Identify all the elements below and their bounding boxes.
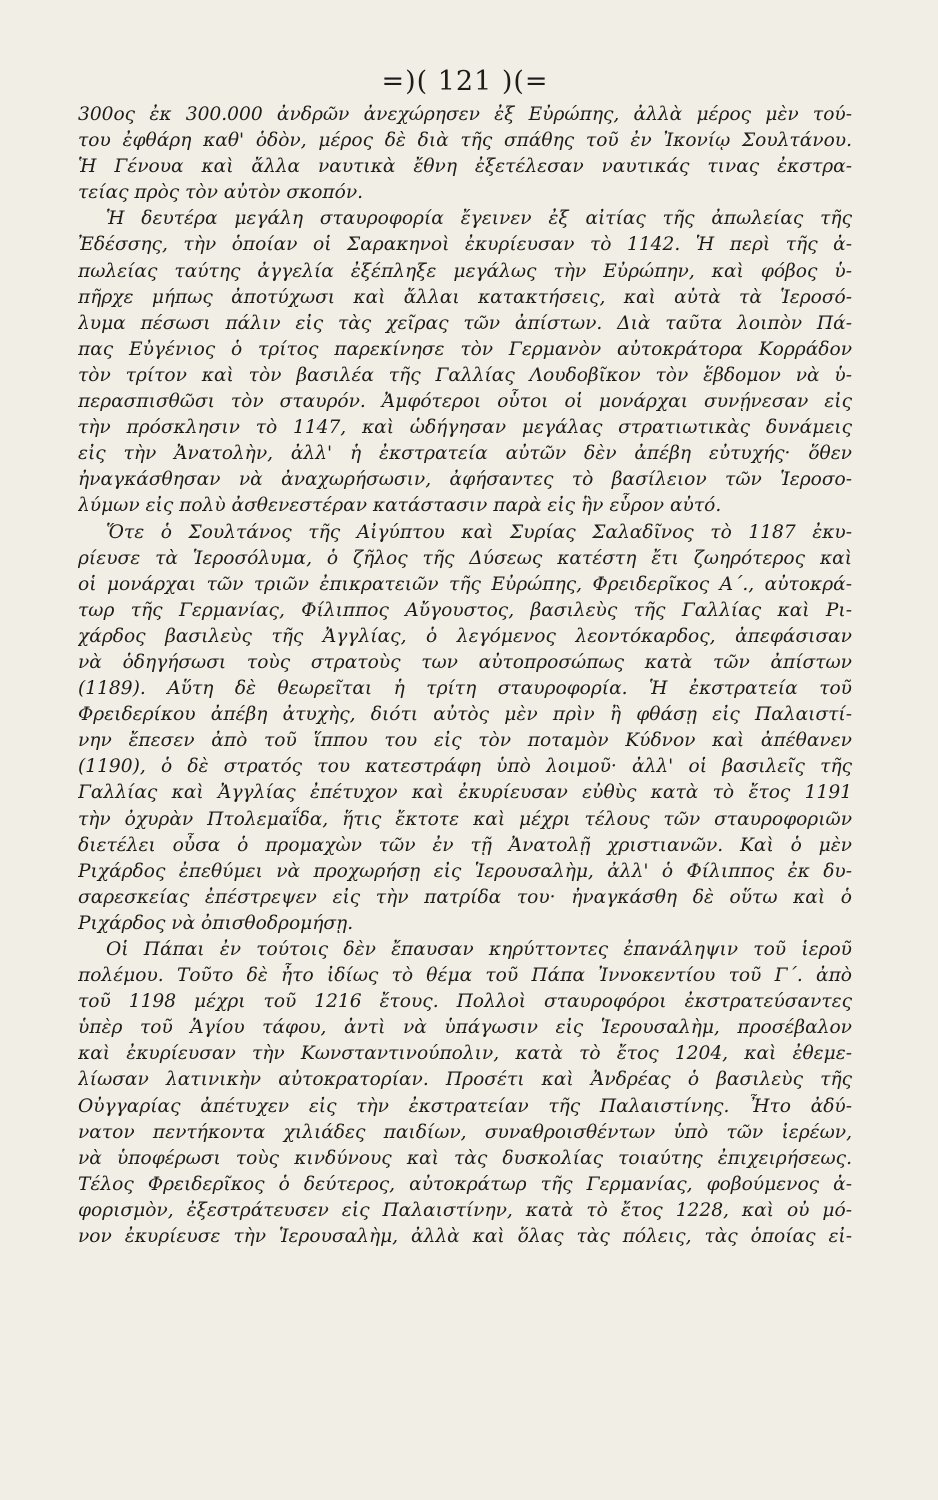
text-line: Φρειδερίκου ἀπέβη ἀτυχὴς, διότι αὐτὸς μὲν πρὶν ἢ φθάσῃ εἰς Παλαιστί- bbox=[78, 704, 852, 726]
text-line: τείας πρὸς τὸν αὐτὸν σκοπόν. bbox=[78, 182, 364, 204]
text-line: οἱ μονάρχαι τῶν τριῶν ἐπικρατειῶν τῆς Εὐρώπης, Φρειδερῖκος Α΄., αὐτοκρά- bbox=[78, 573, 852, 595]
text-line: τὴν πρόσκλησιν τὸ 1147, καὶ ὡδήγησαν μεγάλας στρατιωτικὰς δυνάμεις bbox=[78, 417, 852, 439]
text-line: νατον πεντήκοντα χιλιάδες παιδίων, συναθροισθέντων ὑπὸ τῶν ἱερέων, bbox=[78, 1121, 852, 1143]
text-line: διετέλει οὖσα ὁ προμαχὼν τῶν ἐν τῇ Ἀνατολῇ χριστιανῶν. Καὶ ὁ μὲν bbox=[78, 834, 852, 856]
text-line: Ριχάρδος ἐπεθύμει νὰ προχωρήσῃ εἰς Ἱερουσαλὴμ, ἀλλ' ὁ Φίλιππος ἐκ δυ- bbox=[78, 860, 852, 882]
text-line: Οἱ Πάπαι ἐν τούτοις δὲν ἔπαυσαν κηρύττοντες ἐπανάληψιν τοῦ ἱεροῦ bbox=[106, 939, 852, 960]
text-line: νον ἐκυρίευσε τὴν Ἱερουσαλὴμ, ἀλλὰ καὶ ὅλας τὰς πόλεις, τὰς ὁποίας εἰ- bbox=[78, 1226, 852, 1248]
text-line: χάρδος βασιλεὺς τῆς Ἀγγλίας, ὁ λεγόμενος λεοντόκαρδος, ἀπεφάσισαν bbox=[78, 625, 852, 647]
text-line: ἠναγκάσθησαν νὰ ἀναχωρήσωσιν, ἀφήσαντες τὸ βασίλειον τῶν Ἱεροσο- bbox=[78, 469, 852, 491]
text-line: νην ἔπεσεν ἀπὸ τοῦ ἵππου του εἰς τὸν ποταμὸν Κύδνον καὶ ἀπέθανεν bbox=[78, 730, 852, 752]
text-line: περασπισθῶσι τὸν σταυρόν. Ἀμφότεροι οὗτοι οἱ μονάρχαι συνῄνεσαν εἰς bbox=[78, 391, 852, 413]
text-line: λύμων εἰς πολὺ ἀσθενεστέραν κατάστασιν παρὰ εἰς ἣν εὗρον αὐτό. bbox=[78, 495, 722, 517]
text-line: Τέλος Φρειδερῖκος ὁ δεύτερος, αὐτοκράτωρ τῆς Γερμανίας, φοβούμενος ἀ- bbox=[78, 1173, 852, 1195]
body-text bbox=[78, 102, 852, 1250]
text-line: (1190), ὁ δὲ στρατός του κατεστράφη ὑπὸ λοιμοῦ· ἀλλ' οἱ βασιλεῖς τῆς bbox=[78, 756, 852, 778]
text-line: λίωσαν λατινικὴν αὐτοκρατορίαν. Προσέτι καὶ Ἀνδρέας ὁ βασιλεὺς τῆς bbox=[78, 1069, 852, 1091]
text-line: νὰ ὑποφέρωσι τοὺς κινδύνους καὶ τὰς δυσκολίας τοιαύτης ἐπιχειρήσεως. bbox=[78, 1147, 852, 1169]
text-line: ὑπὲρ τοῦ Ἁγίου τάφου, ἀντὶ νὰ ὑπάγωσιν εἰς Ἱερουσαλὴμ, προσέβαλον bbox=[78, 1017, 852, 1039]
text-line: Ἡ δευτέρα μεγάλη σταυροφορία ἔγεινεν ἐξ αἰτίας τῆς ἀπωλείας τῆς bbox=[106, 208, 852, 230]
text-line: ρίευσε τὰ Ἱεροσόλυμα, ὁ ζῆλος τῆς Δύσεως κατέστη ἔτι ζωηρότερος καὶ bbox=[78, 547, 852, 569]
text-line: 300ος ἐκ 300.000 ἀνδρῶν ἀνεχώρησεν ἐξ Εὐρώπης, ἀλλὰ μέρος μὲν τού- bbox=[78, 104, 852, 125]
text-line: (1189). Αὕτη δὲ θεωρεῖται ἡ τρίτη σταυροφορία. Ἡ ἐκστρατεία τοῦ bbox=[78, 678, 852, 700]
text-line: Οὐγγαρίας ἀπέτυχεν εἰς τὴν ἐκστρατείαν τῆς Παλαιστίνης. Ἦτο ἀδύ- bbox=[78, 1095, 852, 1117]
text-line: τὸν τρίτον καὶ τὸν βασιλέα τῆς Γαλλίας Λουδοβῖκον τὸν ἕβδομον νὰ ὑ- bbox=[78, 364, 852, 386]
text-line: Ὅτε ὁ Σουλτάνος τῆς Αἰγύπτου καὶ Συρίας Σαλαδῖνος τὸ 1187 ἐκυ- bbox=[106, 521, 852, 543]
text-line: σαρεσκείας ἐπέστρεψεν εἰς τὴν πατρίδα του· ἠναγκάσθη δὲ οὕτω καὶ ὁ bbox=[78, 886, 852, 908]
text-line: τωρ τῆς Γερμανίας, Φίλιππος Αὔγουστος, βασιλεὺς τῆς Γαλλίας καὶ Ρι- bbox=[78, 599, 852, 621]
text-line: Ριχάρδος νὰ ὀπισθοδρομήσῃ. bbox=[78, 912, 354, 934]
text-line: νὰ ὁδηγήσωσι τοὺς στρατοὺς των αὐτοπροσώπως κατὰ τῶν ἀπίστων bbox=[78, 651, 852, 673]
text-line: Γαλλίας καὶ Ἀγγλίας ἐπέτυχον καὶ ἐκυρίευσαν εὐθὺς κατὰ τὸ ἔτος 1191 bbox=[78, 782, 852, 804]
text-line: πῆρχε μήπως ἀποτύχωσι καὶ ἄλλαι κατακτήσεις, καὶ αὐτὰ τὰ Ἱεροσό- bbox=[78, 286, 852, 308]
page-number-header: =)( 121 )(= bbox=[381, 66, 549, 97]
text-line: λυμα πέσωσι πάλιν εἰς τὰς χεῖρας τῶν ἀπίστων. Διὰ ταῦτα λοιπὸν Πά- bbox=[78, 312, 852, 334]
text-line: του ἐφθάρη καθ' ὁδὸν, μέρος δὲ διὰ τῆς σπάθης τοῦ ἐν Ἰκονίῳ Σουλτάνου. bbox=[78, 130, 852, 152]
text-line: εἰς τὴν Ἀνατολὴν, ἀλλ' ἡ ἐκστρατεία αὐτῶν δὲν ἀπέβη εὐτυχής· ὅθεν bbox=[78, 443, 852, 465]
text-line: πωλείας ταύτης ἀγγελία ἐξέπληξε μεγάλως τὴν Εὐρώπην, καὶ φόβος ὑ- bbox=[78, 260, 852, 282]
text-line: πολέμου. Τοῦτο δὲ ἦτο ἰδίως τὸ θέμα τοῦ Πάπα Ἰννοκεντίου τοῦ Γ΄. ἀπὸ bbox=[78, 965, 852, 987]
text-line: φορισμὸν, ἐξεστράτευσεν εἰς Παλαιστίνην, κατὰ τὸ ἔτος 1228, καὶ οὐ μό- bbox=[78, 1199, 852, 1221]
text-line: τοῦ 1198 μέχρι τοῦ 1216 ἔτους. Πολλοὶ σταυροφόροι ἐκστρατεύσαντες bbox=[78, 991, 852, 1013]
text-line: Ἡ Γένουα καὶ ἄλλα ναυτικὰ ἔθνη ἐξετέλεσαν ναυτικάς τινας ἐκστρα- bbox=[78, 156, 852, 178]
text-line: Ἐδέσσης, τὴν ὁποίαν οἱ Σαρακηνοὶ ἐκυρίευσαν τὸ 1142. Ἡ περὶ τῆς ἀ- bbox=[78, 234, 852, 256]
text-line: πας Εὐγένιος ὁ τρίτος παρεκίνησε τὸν Γερμανὸν αὐτοκράτορα Κορράδον bbox=[78, 338, 852, 360]
text-line: καὶ ἐκυρίευσαν τὴν Κωνσταντινούπολιν, κατὰ τὸ ἔτος 1204, καὶ ἐθεμε- bbox=[78, 1043, 852, 1065]
text-line: τὴν ὀχυρὰν Πτολεμαΐδα, ἥτις ἔκτοτε καὶ μέχρι τέλους τῶν σταυροφοριῶν bbox=[78, 808, 852, 830]
